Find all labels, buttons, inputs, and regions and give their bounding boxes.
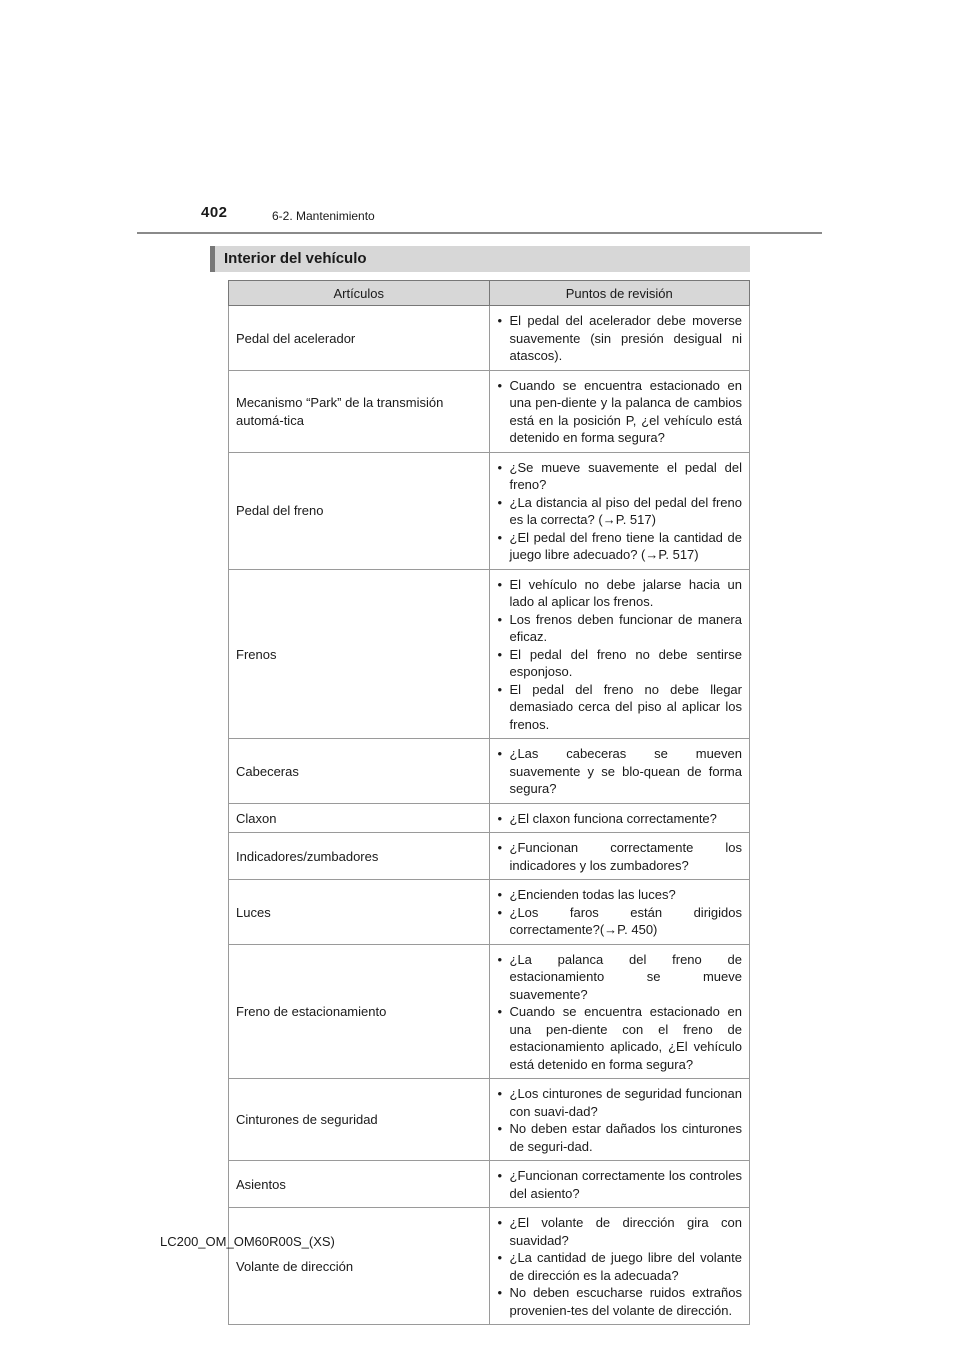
table-row <box>229 944 750 1079</box>
check-point-list <box>497 839 743 874</box>
item-name: Pedal del freno <box>229 452 490 569</box>
check-point: • ¿El volante de dirección gira con suavidad? <box>497 1214 743 1249</box>
check-point: • El pedal del acelerador debe moverse suavemente (sin presión desigual ni atascos). <box>497 312 743 365</box>
table-header-row <box>229 281 750 306</box>
check-point: • No deben estar dañados los cinturones de seguri-dad. <box>497 1120 743 1155</box>
table-row <box>229 452 750 569</box>
check-point: • ¿Las cabeceras se mueven suavemente y se blo-quean de forma segura? <box>497 745 743 798</box>
check-point: • El pedal del freno no debe llegar demasiado cerca del piso al aplicar los frenos. <box>497 681 743 734</box>
check-point-list <box>497 1085 743 1155</box>
document-code: LC200_OM_OM60R00S_(XS) <box>160 1234 335 1249</box>
check-point: • ¿El pedal del freno tiene la cantidad de juego libre adecuado? (→P. 517) <box>497 529 743 564</box>
check-point-list <box>497 576 743 734</box>
table-row <box>229 370 750 452</box>
table-body <box>229 306 750 1325</box>
check-points <box>489 306 750 371</box>
check-point: • ¿Los faros están dirigidos correctamente?(→P. 450) <box>497 904 743 939</box>
check-point-list <box>497 1214 743 1319</box>
check-point: • ¿La distancia al piso del pedal del freno es la correcta? (→P. 517) <box>497 494 743 529</box>
check-point-list <box>497 459 743 564</box>
check-point: • No deben escucharse ruidos extraños provenien-tes del volante de dirección. <box>497 1284 743 1319</box>
check-point: • El pedal del freno no debe sentirse esponjoso. <box>497 646 743 681</box>
check-point: • ¿Funcionan correctamente los indicadores y los zumbadores? <box>497 839 743 874</box>
check-points <box>489 739 750 804</box>
column-header-check-points: Puntos de revisión <box>489 281 750 306</box>
check-points <box>489 569 750 739</box>
item-name: Freno de estacionamiento <box>229 944 490 1079</box>
check-points <box>489 1161 750 1208</box>
check-point: • Cuando se encuentra estacionado en una pen-diente y la palanca de cambios está en la posición P, ¿el vehículo está detenido en forma segura? <box>497 377 743 447</box>
item-name: Volante de dirección <box>229 1208 490 1325</box>
item-name: Luces <box>229 880 490 945</box>
table-row <box>229 306 750 371</box>
check-points <box>489 944 750 1079</box>
check-point-list <box>497 1167 743 1202</box>
check-point: • ¿La cantidad de juego libre del volante de dirección es la adecuada? <box>497 1249 743 1284</box>
check-point: • ¿El claxon funciona correctamente? <box>497 810 743 828</box>
check-point: • El vehículo no debe jalarse hacia un lado al aplicar los frenos. <box>497 576 743 611</box>
check-point-list <box>497 377 743 447</box>
table-row <box>229 739 750 804</box>
check-point-list <box>497 886 743 939</box>
check-point: • ¿Los cinturones de seguridad funcionan con suavi-dad? <box>497 1085 743 1120</box>
table-row <box>229 833 750 880</box>
table-row <box>229 880 750 945</box>
check-points <box>489 833 750 880</box>
page-number: 402 <box>201 204 228 221</box>
check-points <box>489 370 750 452</box>
chapter-heading: 6-2. Mantenimiento <box>272 209 375 223</box>
item-name: Claxon <box>229 803 490 833</box>
table-row <box>229 1208 750 1325</box>
check-points <box>489 803 750 833</box>
check-point: • ¿La palanca del freno de estacionamiento se mueve suavemente? <box>497 951 743 1004</box>
item-name: Cinturones de seguridad <box>229 1079 490 1161</box>
table-row <box>229 569 750 739</box>
check-point-list <box>497 745 743 798</box>
item-name: Indicadores/zumbadores <box>229 833 490 880</box>
check-points <box>489 1079 750 1161</box>
item-name: Pedal del acelerador <box>229 306 490 371</box>
check-points <box>489 880 750 945</box>
section-title: Interior del vehículo <box>210 246 750 272</box>
check-point: • ¿Encienden todas las luces? <box>497 886 743 904</box>
check-points <box>489 1208 750 1325</box>
item-name: Cabeceras <box>229 739 490 804</box>
check-points <box>489 452 750 569</box>
check-point: • Cuando se encuentra estacionado en una pen-diente con el freno de estacionamiento aplicado, ¿El vehículo está detenido en forma segura? <box>497 1003 743 1073</box>
inspection-table <box>228 280 750 1325</box>
table-row <box>229 803 750 833</box>
table-row <box>229 1079 750 1161</box>
item-name: Asientos <box>229 1161 490 1208</box>
check-point: • ¿Funcionan correctamente los controles del asiento? <box>497 1167 743 1202</box>
item-name: Frenos <box>229 569 490 739</box>
check-point: • Los frenos deben funcionar de manera eficaz. <box>497 611 743 646</box>
table-row <box>229 1161 750 1208</box>
check-point-list <box>497 810 743 828</box>
check-point-list <box>497 312 743 365</box>
check-point-list <box>497 951 743 1074</box>
check-point: • ¿Se mueve suavemente el pedal del freno? <box>497 459 743 494</box>
header-divider <box>137 232 822 234</box>
column-header-items: Artículos <box>229 281 490 306</box>
item-name: Mecanismo “Park” de la transmisión automá-tica <box>229 370 490 452</box>
